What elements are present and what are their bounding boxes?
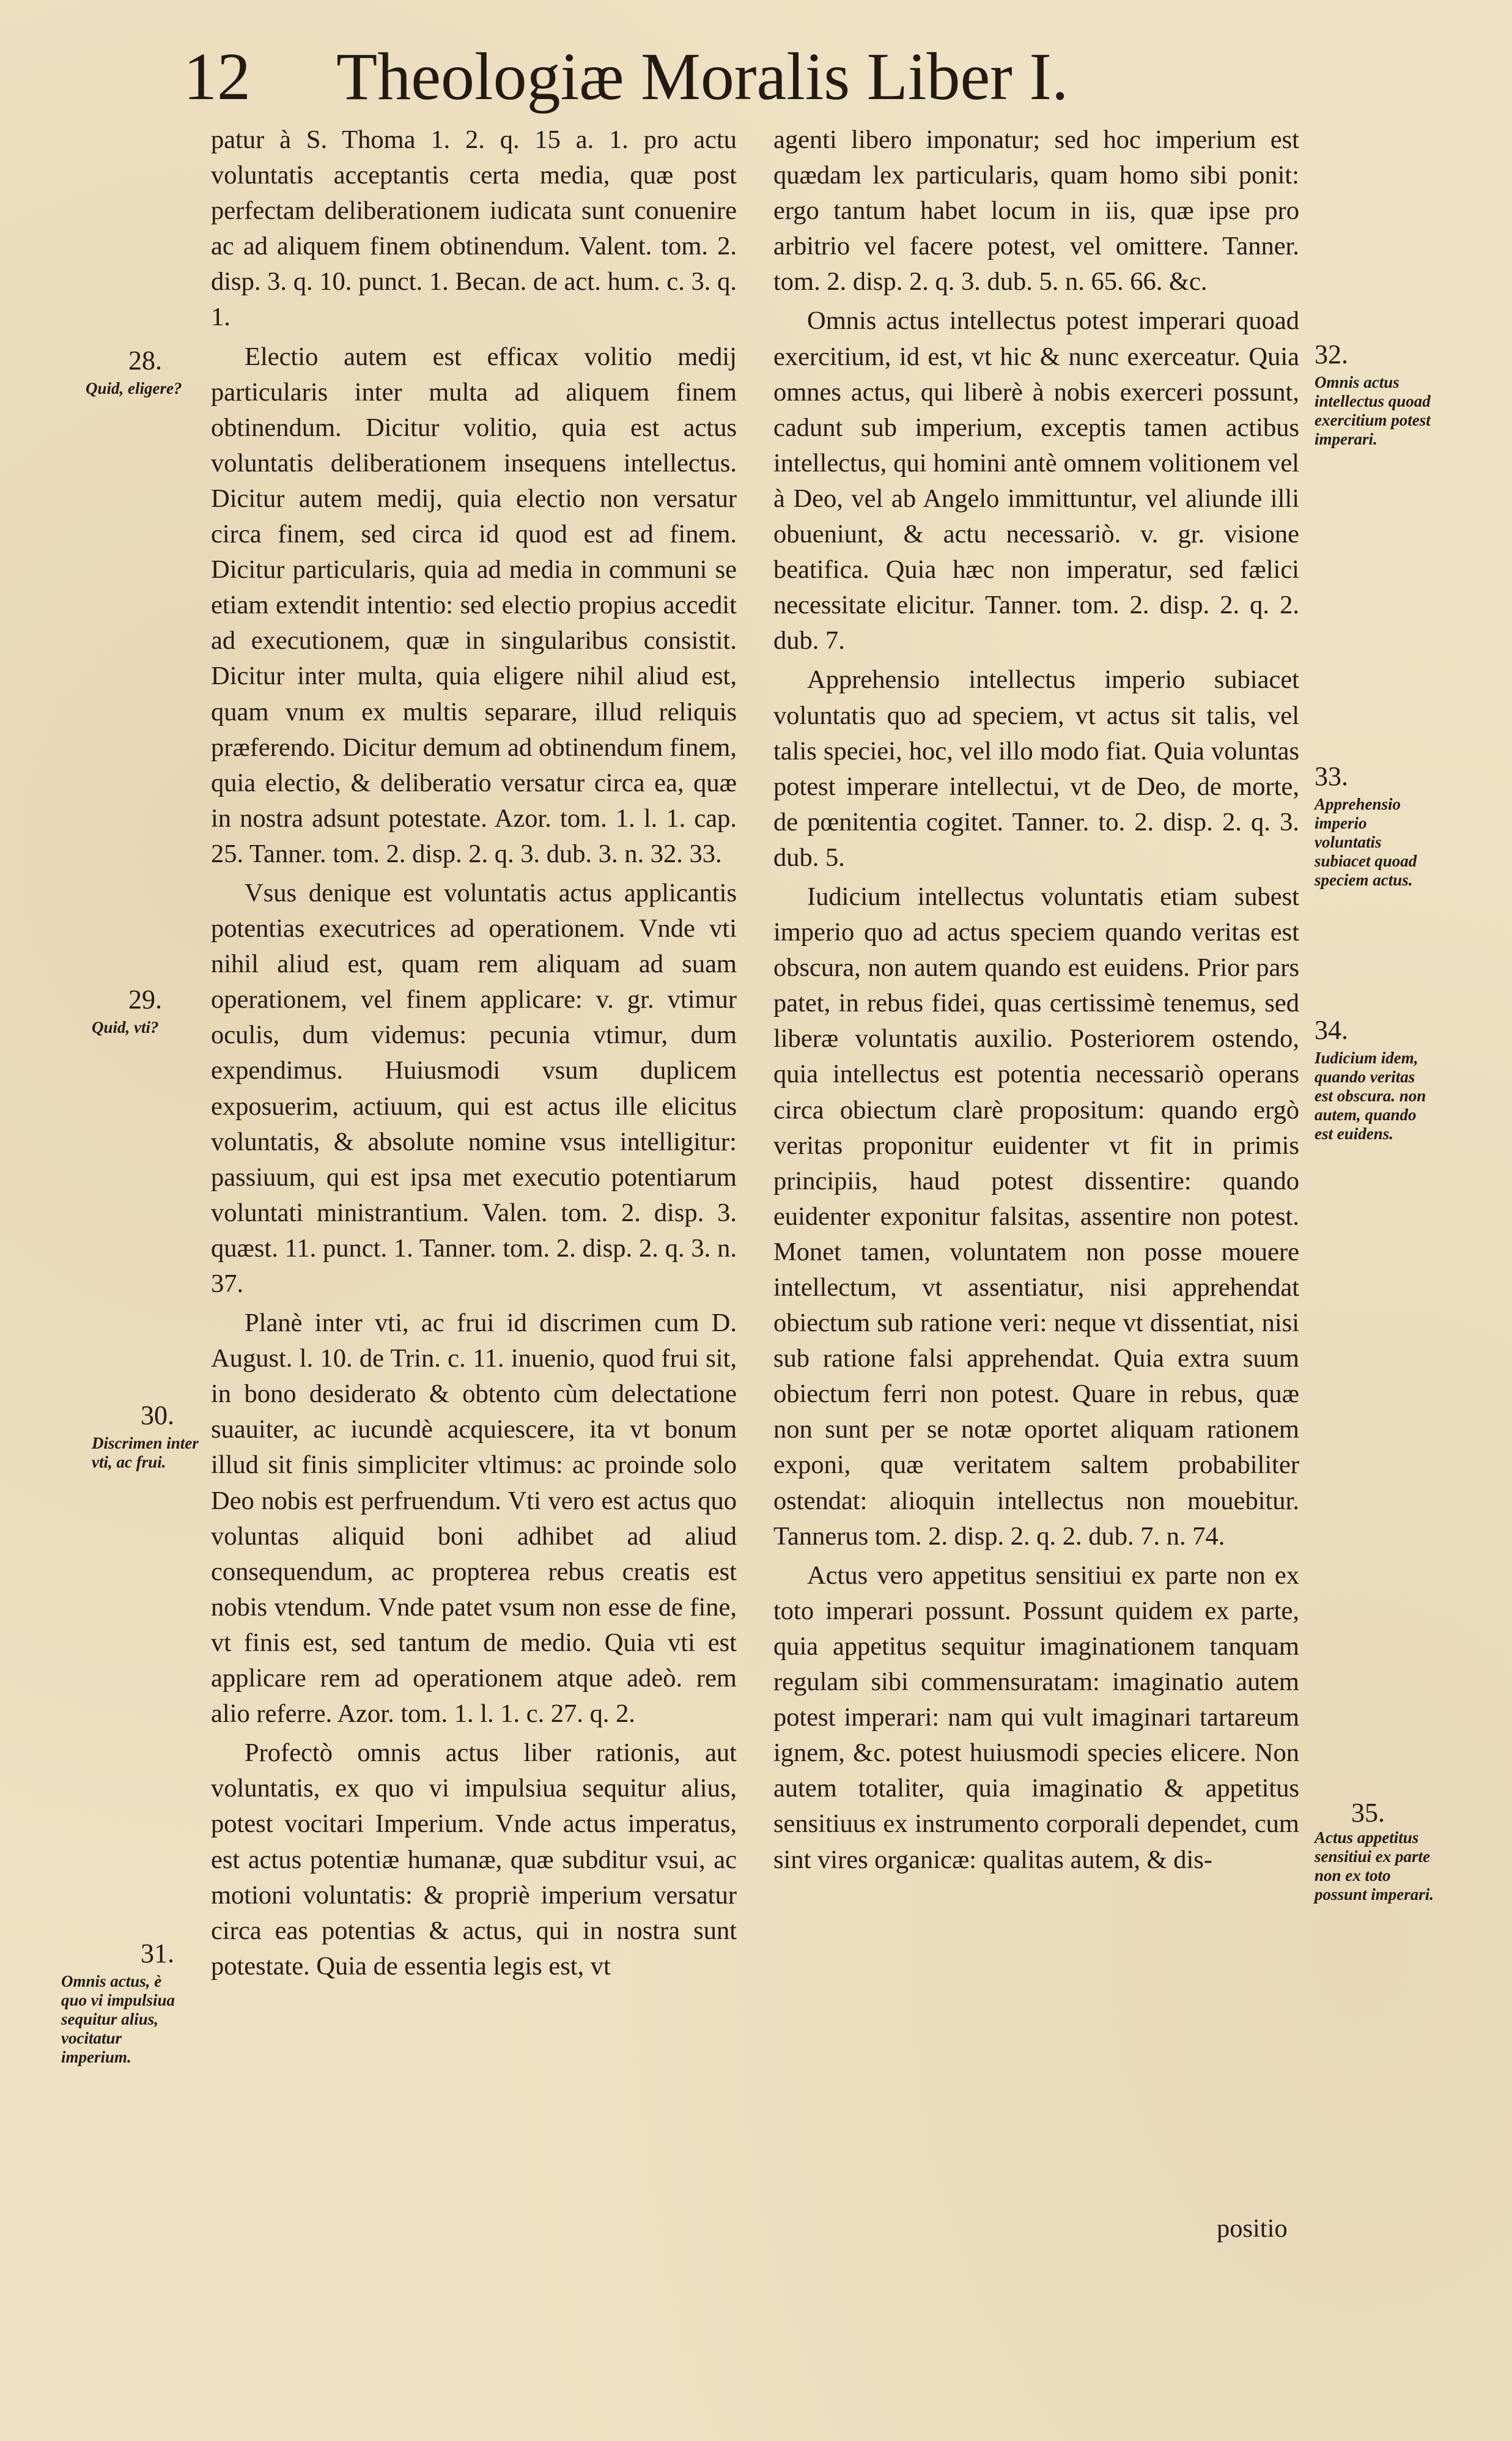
margin-note: Actus appetitus sensitiui ex parte non ex toto possunt imperari. xyxy=(1315,1828,1434,1904)
margin-note: Quid, vti? xyxy=(92,1018,159,1036)
margin-note: Quid, eligere? xyxy=(86,379,182,397)
section-number: 32. xyxy=(1315,339,1348,369)
paragraph: Vsus denique est voluntatis actus applicantis potentias executrices ad operationem. Vnde vti nihil aliud est, quam rem aliquam ad suam operationem, vel finem applicare: v. gr. vtimur oculis, dum videmus: pecunia vtimur, dum expendimus. Huiusmodi vsum duplicem exposuerim, actiuum, qui est actus ille elicitus voluntatis, & absolute nomine vsus intelligitur: passiuum, qui est ipsa met executio potentiarum voluntati ministrantium. Valen. tom. 2. disp. 3. quæst. 11. punct. 1. Tanner. tom. 2. disp. 2. q. 3. n. 37. xyxy=(211,878,737,1298)
paragraph: Actus vero appetitus sensitiui ex parte non ex toto imperari possunt. Possunt quidem ex parte, quia appetitus sequitur imaginationem tanquam regulam sibi commensuratam: imaginatio autem potest imperari: nam qui vult imaginari tartareum ignem, &c. potest huiusmodi species elicere. Non autem totaliter, quia imaginatio & appetitus sensitiuus ex instrumento corporali dependet, cum sint vires organicæ: qualitas autem, & dis- xyxy=(773,1560,1299,1874)
page-number: 12 xyxy=(183,39,251,114)
margin-note: Discrimen inter vti, ac frui. xyxy=(92,1434,199,1471)
section-number: 28. xyxy=(128,345,162,375)
catchword: positio xyxy=(1217,2214,1288,2243)
paragraph: agenti libero imponatur; sed hoc imperium est quædam lex particularis, quam homo sibi ponit: ergo tantum habet locum in iis, quæ ipse pro arbitrio vel facere potest, vel omittere. Tanner. tom. 2. disp. 2. q. 3. dub. 5. n. 65. 66. &c. xyxy=(773,125,1299,297)
section-number: 34. xyxy=(1315,1015,1348,1045)
section-number: 33. xyxy=(1315,761,1348,791)
margin-note: Apprehensio imperio voluntatis subiacet quoad speciem actus. xyxy=(1315,795,1417,889)
section-number: 29. xyxy=(128,984,162,1014)
paragraph: Apprehensio intellectus imperio subiacet voluntatis quo ad speciem, vt actus sit talis, vel talis speciei, hoc, vel illo modo fiat. Quia voluntas potest imperare intellectui, vt de Deo, de morte, de pœnitentia cogitet. Tanner. to. 2. disp. 2. q. 3. dub. 5. xyxy=(773,665,1299,872)
section-number: 30. xyxy=(141,1400,174,1430)
paragraph: Omnis actus intellectus potest imperari quoad exercitium, id est, vt hic & nunc exerceatur. Quia omnes actus, qui liberè à nobis exerceri possunt, cadunt sub imperium, exceptis tamen actibus intellectus, qui homini antè omnem volitionem vel à Deo, vel ab Angelo immittuntur, vel aliunde illi obueniunt, & actu necessariò. v. gr. visione beatifica. Quia hæc non imperatur, sed fælici necessitate elicitur. Tanner. tom. 2. disp. 2. q. 2. dub. 7. xyxy=(773,306,1299,655)
section-number: 35. xyxy=(1351,1798,1385,1828)
running-head xyxy=(183,34,1345,119)
left-text-column xyxy=(211,122,737,1984)
margin-note: Omnis actus intellectus quoad exercitium potest imperari. xyxy=(1315,373,1431,448)
margin-note: Omnis actus, è quo vi impulsiua sequitur alius, vocitatur imperium. xyxy=(61,1972,175,2066)
page-title: Theologiæ Moralis Liber I. xyxy=(336,39,1069,114)
paragraph: Profectò omnis actus liber rationis, aut voluntatis, ex quo vi impulsiua sequitur alius, potest vocitari Imperium. Vnde actus imperatus, est actus potentiæ humanæ, quæ subditur vsui, ac motioni voluntatis: & propriè imperium versatur circa eas potentias & actus, qui in nostra sunt potestate. Quia de essentia legis est, vt xyxy=(211,1738,737,1981)
section-number: 31. xyxy=(141,1938,174,1968)
paragraph: patur à S. Thoma 1. 2. q. 15 a. 1. pro actu voluntatis acceptantis certa media, quæ post perfectam deliberationem iudicata sunt conuenire ac ad aliquem finem obtinendum. Valent. tom. 2. disp. 3. q. 10. punct. 1. Becan. de act. hum. c. 3. q. 1. xyxy=(211,125,737,332)
right-text-column xyxy=(773,122,1299,1878)
paragraph: Iudicium intellectus voluntatis etiam subest imperio quo ad actus speciem quando veritas est obscura, non autem quando est euidens. Prior pars patet, in rebus fidei, quas certissimè tenemus, sed liberæ voluntatis auxilio. Posteriorem ostendo, quia intellectus est potentia necessariò operans circa obiectum clarè propositum: quando ergò veritas proponitur euidenter vt fit in primis principiis, haud potest dissentire: quando euidenter exponitur falsitas, assentire non potest. Monet tamen, voluntatem non posse mouere intellectum, vt assentiatur, nisi apprehendat obiectum sub ratione veri: neque vt dissentiat, nisi sub ratione falsi apprehendat. Quia extra suum obiectum ferri non potest. Quare in rebus, quæ non sunt per se notæ oportet aliquam rationem exponi, quæ veritatem saltem probabiliter ostendat: alioquin intellectus non mouebitur. Tannerus tom. 2. disp. 2. q. 2. dub. 7. n. 74. xyxy=(773,882,1299,1551)
margin-note: Iudicium idem, quando veritas est obscura. non autem, quando est euidens. xyxy=(1315,1049,1426,1143)
paragraph: Electio autem est efficax volitio medij particularis inter multa ad aliquem finem obtinendum. Dicitur volitio, quia est actus voluntatis deliberationem insequens intellectus. Dicitur autem medij, quia electio non versatur circa finem, sed circa id quod est ad finem. Dicitur particularis, quia ad media in communi se etiam extendit intentio: sed electio propius accedit ad executionem, quæ in singularibus consistit. Dicitur inter multa, quia eligere nihil aliud est, quam vnum ex multis separare, illud reliquis præferendo. Dicitur demum ad obtinendum finem, quia electio, & deliberatio versatur circa ea, quæ in nostra adsunt potestate. Azor. tom. 1. l. 1. cap. 25. Tanner. tom. 2. disp. 2. q. 3. dub. 3. n. 32. 33. xyxy=(211,342,737,868)
paragraph: Planè inter vti, ac frui id discrimen cum D. August. l. 10. de Trin. c. 11. inuenio, quod frui sit, in bono desiderato & obtento cùm delectatione suauiter, ac iucundè acquiescere, ita vt bonum illud sit finis simpliciter vltimus: ac proinde solo Deo nobis est perfruendum. Vti vero est actus quo voluntas aliquid boni adhibet ad aliud consequendum, ac propterea rebus creatis est nobis vtendum. Vnde patet vsum non esse de fine, vt finis est, sed tantum de medio. Quia vti est applicare rem ad operationem atque adeò. rem alio referre. Azor. tom. 1. l. 1. c. 27. q. 2. xyxy=(211,1309,737,1729)
